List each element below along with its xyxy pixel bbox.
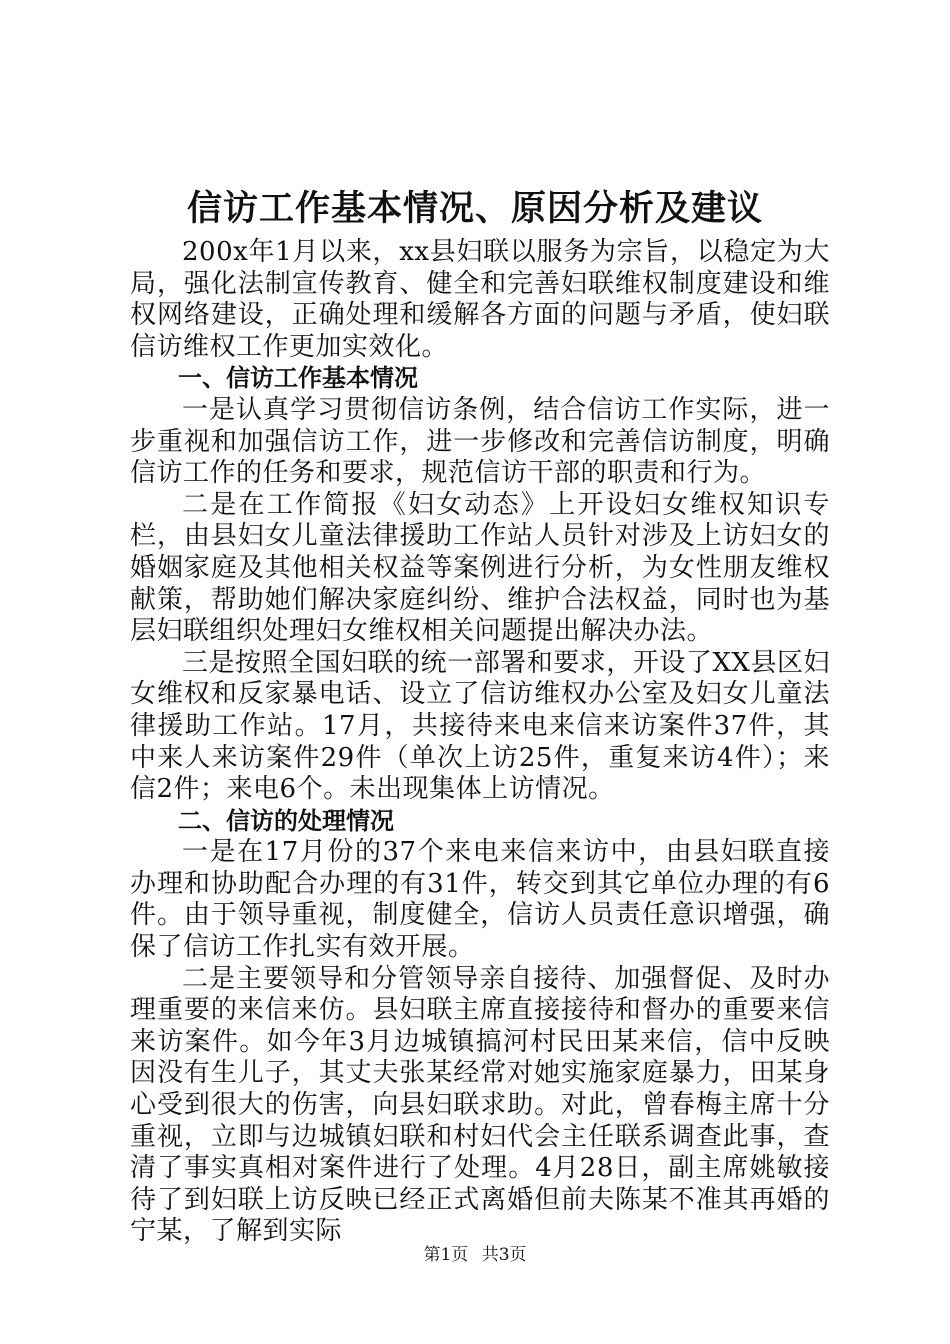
document-title: 信访工作基本情况、原因分析及建议 [186,189,763,229]
paragraph: 三是按照全国妇联的统一部署和要求，开设了XX县区妇女维权和反家暴电话、设立了信访维权办公室及妇女儿童法律援助工作站。17月，共接待来电来信来访案件37件，其中来人来访案件29件（单次上访25件，重复来访4件）；来信2件；来电6个。未出现集体上访情况。 [130,647,830,805]
paragraph: 一是认真学习贯彻信访条例，结合信访工作实际，进一步重视和加强信访工作，进一步修改和完善信访制度，明确信访工作的任务和要求，规范信访干部的职责和行为。 [130,394,830,489]
paragraph: 二是在工作简报《妇女动态》上开设妇女维权知识专栏，由县妇女儿童法律援助工作站人员针对涉及上访妇女的婚姻家庭及其他相关权益等案例进行分析，为女性朋友维权献策，帮助她们解决家庭纠纷、维护合法权益，同时也为基层妇联组织处理妇女维权相关问题提出解决办法。 [130,489,830,647]
document-body [130,237,830,1248]
intro-paragraph: 200x年1月以来，xx县妇联以服务为宗旨，以稳定为大局，强化法制宣传教育、健全和完善妇联维权制度建设和维权网络建设，正确处理和缓解各方面的问题与矛盾，使妇联信访维权工作更加实效化。 [130,237,830,362]
page-number: 第1页 [423,1245,469,1265]
section-heading-2: 二、信访的处理情况 [178,806,394,835]
page-total: 共3页 [481,1245,527,1265]
paragraph: 二是主要领导和分管领导亲自接待、加强督促、及时办理重要的来信来仿。县妇联主席直接接待和督办的重要来信来访案件。如今年3月边城镇搞河村民田某来信，信中反映因没有生儿子，其丈夫张某经常对她实施家庭暴力，田某身心受到很大的伤害，向县妇联求助。对此，曾春梅主席十分重视，立即与边城镇妇联和村妇代会主任联系调查此事，查清了事实真相对案件进行了处理。4月28日，副主席姚敏接待了到妇联上访反映已经正式离婚但前夫陈某不准其再婚的宁某，了解到实际 [130,963,830,1247]
section-heading-1: 一、信访工作基本情况 [178,364,418,393]
page-footer [0,1244,950,1266]
paragraph: 一是在17月份的37个来电来信来访中，由县妇联直接办理和协助配合办理的有31件，转交到其它单位办理的有6件。由于领导重视，制度健全，信访人员责任意识增强，确保了信访工作扎实有效开展。 [130,837,830,963]
